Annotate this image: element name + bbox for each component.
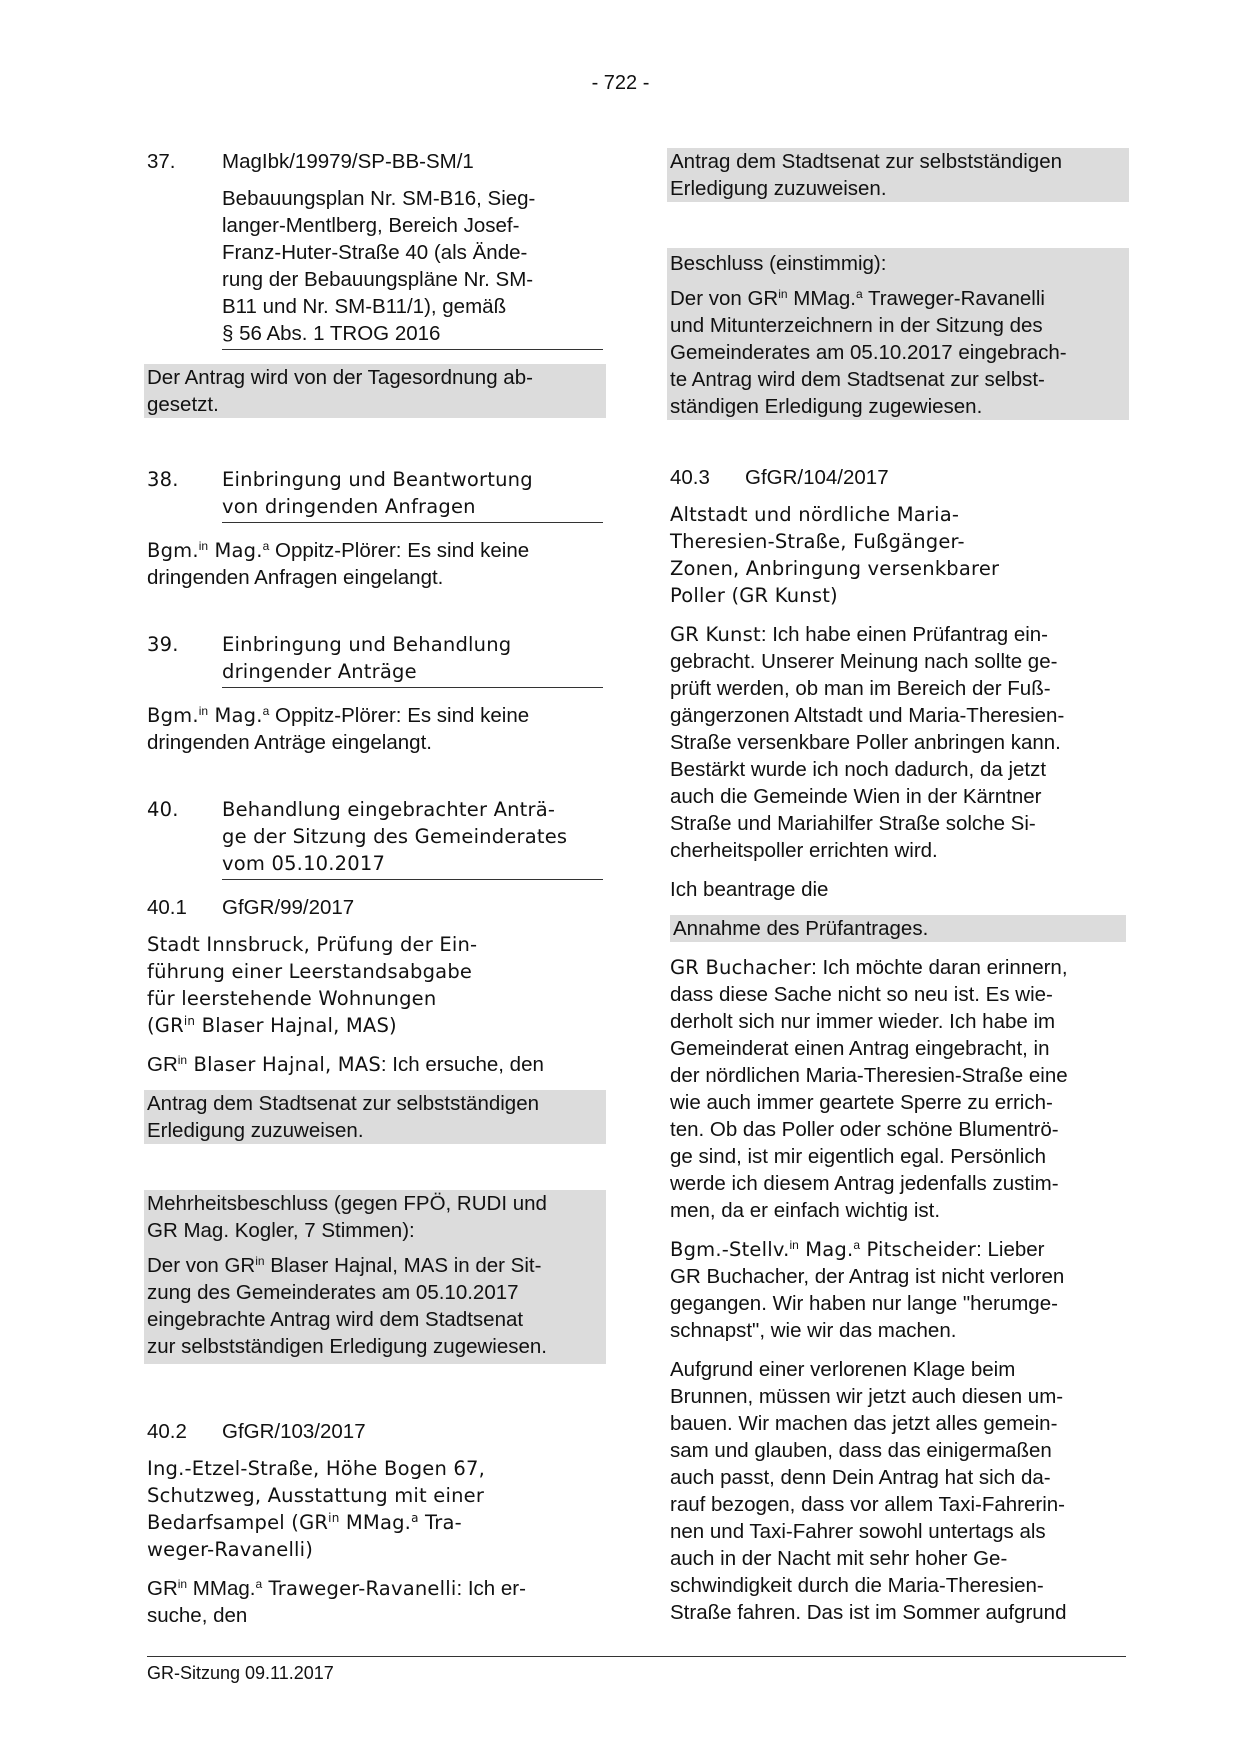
title-line: führung einer Leerstandsabgabe (147, 960, 473, 983)
agenda-item-39 (147, 631, 603, 756)
statement-text: cherheitspoller errichten wird. (670, 839, 938, 862)
title-line: Bebauungsplan Nr. SM-B16, Sieg- (222, 187, 536, 210)
item-37-title (222, 185, 603, 350)
item-number: 39. (147, 633, 179, 656)
title-line: Einbringung und Behandlung (222, 633, 512, 656)
item-40-2-request (667, 148, 1129, 202)
item-number: 40.3 (670, 466, 710, 489)
request-line: Erledigung zuzuweisen. (670, 177, 887, 200)
superscript: in (789, 1238, 799, 1252)
title-line: rung der Bebauungspläne Nr. SM- (222, 268, 534, 291)
item-40-1-title (147, 931, 603, 1039)
speaker: Blaser Hajnal, MAS (187, 1053, 381, 1076)
title-line: weger-Ravanelli) (147, 1538, 314, 1561)
item-39-title-cont (222, 658, 603, 688)
statement-text: Oppitz-Plörer: Es sind keine (269, 704, 530, 727)
item-title (222, 796, 603, 823)
right-column (670, 148, 1126, 1626)
superscript: in (177, 1577, 188, 1591)
speaker: Bgm. (147, 704, 199, 727)
superscript: a (411, 1511, 419, 1525)
speaker: Mag. (798, 1238, 854, 1261)
title-fragment: Blaser Hajnal, MAS) (195, 1014, 397, 1037)
item-38-head (147, 466, 603, 493)
item-40-3-head (670, 464, 1126, 491)
superscript: in (183, 1014, 196, 1028)
speaker: Bgm.-Stellv. (670, 1238, 790, 1261)
agenda-item-40 (147, 796, 603, 880)
item-40-2-title (147, 1455, 603, 1563)
resolution-fragment: Der von GR (147, 1254, 256, 1277)
item-39-statement (147, 702, 603, 756)
statement-text: gebracht. Unserer Meinung nach sollte ge- (670, 650, 1058, 673)
speaker: Bgm. (147, 539, 199, 562)
item-40-head (147, 796, 603, 823)
statement-text: Oppitz-Plörer: Es sind keine (269, 539, 530, 562)
title-line (147, 1012, 603, 1039)
superscript: a (853, 1238, 861, 1252)
item-number: 40.1 (147, 896, 187, 919)
resolution-fragment: Traweger-Ravanelli (862, 287, 1045, 310)
title-line: ge der Sitzung des Gemeinderates (222, 825, 568, 848)
agenda-item-40-1 (147, 894, 603, 1364)
statement-text: : Ich er- (456, 1577, 526, 1600)
title-line: Ing.-Etzel-Straße, Höhe Bogen 67, (147, 1457, 486, 1480)
buchacher-statement (670, 954, 1126, 1224)
statement-text: gegangen. Wir haben nur lange "herumge- (670, 1292, 1058, 1315)
item-number: 38. (147, 468, 179, 491)
agenda-item-37 (147, 148, 603, 418)
speaker: Mag. (208, 539, 263, 562)
statement-text: Bestärkt wurde ich noch dadurch, da jetzt (670, 758, 1047, 781)
item-number: 37. (147, 150, 176, 173)
statement-text: Brunnen, müssen wir jetzt auch diesen um- (670, 1385, 1064, 1408)
item-40-2-statement (147, 1575, 603, 1629)
item-38-title-cont (222, 493, 603, 523)
statement-text: suche, den (147, 1604, 248, 1627)
statement-text: Aufgrund einer verlorenen Klage beim (670, 1358, 1016, 1381)
motion: Annahme des Prüfantrages. (670, 915, 1126, 942)
title-line: Poller (GR Kunst) (670, 584, 838, 607)
statement-text: Straße versenkbare Poller anbringen kann. (670, 731, 1061, 754)
title-line: Altstadt und nördliche Maria- (670, 503, 960, 526)
resolution-title: Beschluss (einstimmig): (670, 252, 887, 275)
resolution-title: Mehrheitsbeschluss (gegen FPÖ, RUDI und (147, 1192, 547, 1215)
statement-text: wie auch immer geartete Sperre zu errich- (670, 1091, 1053, 1114)
title-line: von dringenden Anfragen (222, 495, 476, 518)
resolution-line: zung des Gemeinderates am 05.10.2017 (147, 1281, 519, 1304)
footer-text: GR-Sitzung 09.11.2017 (147, 1663, 334, 1683)
item-number: 40.2 (147, 1420, 187, 1443)
title-fragment: (GR (147, 1014, 184, 1037)
statement-text: gängerzonen Altstadt und Maria-Theresien- (670, 704, 1065, 727)
item-40-2-resolution (667, 248, 1129, 420)
item-number: 40. (147, 798, 179, 821)
statement-text: auch passt, denn Dein Antrag hat sich da- (670, 1466, 1051, 1489)
motion-intro: Ich beantrage die (670, 878, 829, 901)
title-line: Behandlung eingebrachter Anträ- (222, 798, 556, 821)
item-title (222, 466, 603, 493)
statement-text: Straße fahren. Das ist im Sommer aufgrund (670, 1601, 1067, 1624)
speaker: GR Kunst (670, 623, 761, 646)
item-40-2-head (147, 1418, 603, 1445)
title-line: langer-Mentlberg, Bereich Josef- (222, 214, 520, 237)
statement-text: : Ich habe einen Prüfantrag ein- (760, 623, 1049, 646)
title-fragment: Bedarfsampel (GR (147, 1511, 329, 1534)
speaker: Traweger-Ravanelli (262, 1577, 457, 1600)
title-line: vom 05.10.2017 (222, 852, 386, 875)
request-line: Erledigung zuzuweisen. (147, 1119, 364, 1142)
item-40-1-resolution (144, 1190, 606, 1364)
item-40-1-statement (147, 1051, 603, 1078)
resolution-line: eingebrachte Antrag wird dem Stadtsenat (147, 1308, 524, 1331)
speaker: GR Buchacher (670, 956, 812, 979)
superscript: a (262, 539, 270, 553)
statement-text: Gemeinderat einen Antrag eingebracht, in (670, 1037, 1050, 1060)
resolution-line (670, 285, 1126, 312)
statement-text: sam und glauben, dass das einigermaßen (670, 1439, 1052, 1462)
superscript: in (198, 539, 209, 553)
item-37-decision (144, 364, 606, 418)
resolution-line: und Mitunterzeichnern in der Sitzung des (670, 314, 1043, 337)
superscript: a (262, 704, 270, 718)
resolution-line (147, 1252, 603, 1279)
superscript: a (255, 1577, 263, 1591)
resolution-fragment: MMag. (787, 287, 856, 310)
item-reference: GfGR/103/2017 (222, 1420, 366, 1443)
title-line: Zonen, Anbringung versenkbarer (670, 557, 1000, 580)
statement-text: schwindigkeit durch die Maria-Theresien- (670, 1574, 1044, 1597)
superscript: in (255, 1254, 265, 1268)
statement-text: : Ich ersuche, den (380, 1053, 544, 1076)
item-40-title-cont (222, 823, 603, 880)
title-fragment: Tra- (418, 1511, 462, 1534)
resolution-fragment: Blaser Hajnal, MAS in der Sit- (264, 1254, 542, 1277)
superscript: in (778, 287, 788, 301)
statement-text: werde ich diesem Antrag jedenfalls zustim- (670, 1172, 1059, 1195)
resolution-line: ständigen Erledigung zugewiesen. (670, 395, 983, 418)
statement-text: der nördlichen Maria-Theresien-Straße eine (670, 1064, 1068, 1087)
title-line: § 56 Abs. 1 TROG 2016 (222, 322, 441, 345)
pitscheider-continuation (670, 1356, 1126, 1626)
superscript: in (177, 1053, 188, 1067)
footer-divider (147, 1656, 1126, 1657)
statement-text: dringenden Anträge eingelangt. (147, 731, 432, 754)
title-line: dringender Anträge (222, 660, 417, 683)
title-line: Stadt Innsbruck, Prüfung der Ein- (147, 933, 478, 956)
statement-text: dass diese Sache nicht so neu ist. Es wie- (670, 983, 1053, 1006)
title-fragment: MMag. (339, 1511, 412, 1534)
item-39-head (147, 631, 603, 658)
statement-text: ten. Ob das Poller oder schöne Blumentrö- (670, 1118, 1059, 1141)
decision-line: gesetzt. (147, 393, 219, 416)
statement-text: derholt sich nur immer wieder. Ich habe im (670, 1010, 1056, 1033)
speaker: Mag. (208, 704, 263, 727)
statement-text: nen und Taxi-Fahrer sowohl untertags als (670, 1520, 1046, 1543)
statement-text: auch in der Nacht mit sehr hoher Ge- (670, 1547, 1008, 1570)
page-number: - 722 - (591, 72, 650, 94)
item-reference: GfGR/104/2017 (745, 466, 889, 489)
request-line: Antrag dem Stadtsenat zur selbstständigen (670, 150, 1063, 173)
statement-text: schnapst", wie wir das machen. (670, 1319, 957, 1342)
item-title (222, 631, 603, 658)
item-38-statement (147, 537, 603, 591)
superscript: in (328, 1511, 340, 1525)
superscript: in (198, 704, 209, 718)
resolution-line: te Antrag wird dem Stadtsenat zur selbst- (670, 368, 1045, 391)
resolution-fragment: Der von GR (670, 287, 779, 310)
item-37-head (147, 148, 603, 175)
kunst-statement (670, 621, 1126, 864)
speaker: Pitscheider (860, 1238, 977, 1261)
statement-text: prüft werden, ob man im Bereich der Fuß- (670, 677, 1051, 700)
title-line: B11 und Nr. SM-B11/1), gemäß (222, 295, 507, 318)
item-40-3-title (670, 501, 1126, 609)
left-column (147, 148, 603, 1629)
agenda-item-40-2 (147, 1418, 603, 1629)
resolution-line: Gemeinderates am 05.10.2017 eingebrach- (670, 341, 1067, 364)
item-reference: GfGR/99/2017 (222, 896, 355, 919)
request-line: Antrag dem Stadtsenat zur selbstständigen (147, 1092, 540, 1115)
statement-text: : Lieber (976, 1238, 1045, 1261)
statement-text: auch die Gemeinde Wien in der Kärntner (670, 785, 1042, 808)
title-line (147, 1509, 603, 1536)
statement-text: rauf bezogen, dass vor allem Taxi-Fahrerin- (670, 1493, 1065, 1516)
title-line: Schutzweg, Ausstattung mit einer (147, 1484, 485, 1507)
statement-text: ge sind, ist mir eigentlich egal. Persönlich (670, 1145, 1047, 1168)
statement-text: bauen. Wir machen das jetzt alles gemein- (670, 1412, 1058, 1435)
resolution-line: zur selbstständigen Erledigung zugewiesen. (147, 1335, 548, 1358)
pitscheider-statement (670, 1236, 1126, 1344)
title-line: Theresien-Straße, Fußgänger- (670, 530, 965, 553)
item-reference: MagIbk/19979/SP-BB-SM/1 (222, 150, 474, 173)
statement-text: Straße und Mariahilfer Straße solche Si- (670, 812, 1036, 835)
title-line: Franz-Huter-Straße 40 (als Ände- (222, 241, 528, 264)
statement-text: men, da er einfach wichtig ist. (670, 1199, 941, 1222)
speaker: GR (147, 1053, 178, 1076)
title-line: Einbringung und Beantwortung (222, 468, 533, 491)
speaker: GR (147, 1577, 178, 1600)
item-40-1-request (144, 1090, 606, 1144)
speaker: MMag. (187, 1577, 256, 1600)
item-40-1-head (147, 894, 603, 921)
statement-text: GR Buchacher, der Antrag ist nicht verloren (670, 1265, 1065, 1288)
statement-text: dringenden Anfragen eingelangt. (147, 566, 444, 589)
title-line: für leerstehende Wohnungen (147, 987, 437, 1010)
superscript: a (855, 287, 863, 301)
statement-text: : Ich möchte daran erinnern, (811, 956, 1068, 979)
decision-line: Der Antrag wird von der Tagesordnung ab- (147, 366, 533, 389)
resolution-title: GR Mag. Kogler, 7 Stimmen): (147, 1219, 415, 1242)
agenda-item-40-3 (670, 464, 1126, 1626)
agenda-item-38 (147, 466, 603, 591)
